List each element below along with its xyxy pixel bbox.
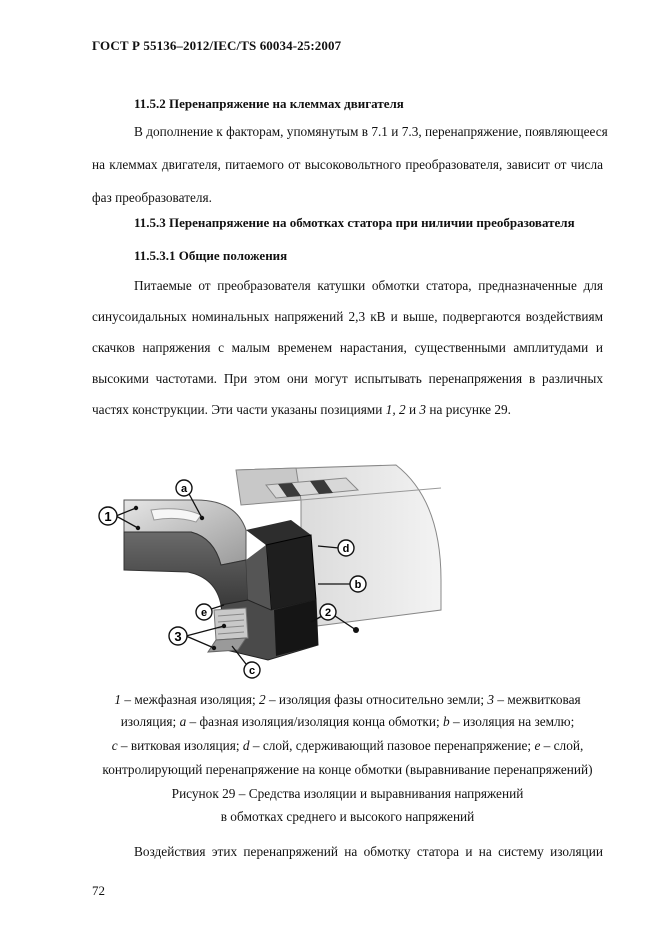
- label-badge-3: [169, 627, 187, 645]
- label-badge-c: [244, 662, 260, 678]
- text-line: Питаемые от преобразователя катушки обмотки статора, предназначенные для: [134, 278, 603, 293]
- figure-stator-coil-insulation: [96, 460, 446, 690]
- text-line: Воздействия этих перенапряжений на обмотку статора и на систему изоляции: [134, 844, 603, 859]
- section-heading-11-5-3: 11.5.3 Перенапряжение на обмотках статора при ниличии преобразователя: [134, 215, 575, 230]
- figure-legend-line: изоляция; a – фазная изоляция/изоляция конца обмотки; b – изоляция на землю;: [120, 714, 575, 729]
- section-heading-11-5-2: 11.5.2 Перенапряжение на клеммах двигателя: [134, 96, 404, 111]
- label-badge-e-upper: [196, 604, 212, 620]
- text-line: высокими частотами. При этом они могут испытывать перенапряжения в различных: [92, 371, 603, 386]
- coil-lead-turns: [214, 608, 248, 640]
- label-badge-b: [350, 576, 366, 592]
- figure-legend-line: c – витковая изоляция; d – слой, сдерживающий пазовое перенапряжение; e – слой,: [111, 738, 584, 753]
- text-line: скачков напряжения с малым временем нарастания, существенными амплитудами и: [92, 340, 603, 355]
- figure-caption-title: Рисунок 29 – Средства изоляции и выравнивания напряжений: [171, 786, 524, 801]
- text-line: В дополнение к факторам, упомянутым в 7.1 и 7.3, перенапряжение, появляющееся: [134, 124, 608, 139]
- svg-text:b: b: [354, 579, 362, 591]
- svg-text:c: c: [248, 665, 256, 677]
- label-badge-a: [176, 480, 192, 496]
- svg-text:d: d: [342, 543, 350, 555]
- svg-text:1: 1: [104, 509, 112, 524]
- text-line: частях конструкции. Эти части указаны позициями 1, 2 и 3 на рисунке 29.: [92, 402, 511, 417]
- paragraph-continuation: [92, 843, 603, 860]
- figure-legend-line: 1 – межфазная изоляция; 2 – изоляция фазы относительно земли; 3 – межвитковая: [114, 692, 581, 707]
- label-badge-2: [320, 604, 336, 620]
- label-badge-d: [338, 540, 354, 556]
- text-line: на клеммах двигателя, питаемого от высоковольтного преобразователя, зависит от числа: [92, 157, 603, 172]
- svg-text:2: 2: [324, 607, 332, 619]
- svg-text:a: a: [180, 483, 188, 495]
- svg-text:3: 3: [174, 629, 182, 644]
- paragraph-11-5-2: [92, 123, 608, 206]
- text-line: фаз преобразователя.: [92, 190, 212, 205]
- slot-block: [266, 535, 316, 610]
- section-heading-11-5-3-1: 11.5.3.1 Общие положения: [134, 248, 288, 263]
- paragraph-11-5-3-1: [92, 277, 603, 418]
- page-number: 72: [92, 883, 105, 898]
- figure-caption-subtitle: в обмотках среднего и высокого напряжений: [220, 809, 475, 824]
- figure-legend-line: контролирующий перенапряжение на конце обмотки (выравнивание перенапряжений): [102, 762, 593, 777]
- svg-text:e: e: [200, 607, 208, 619]
- document-header: ГОСТ Р 55136–2012/IEC/TS 60034-25:2007: [92, 38, 342, 53]
- text-line: синусоидальных номинальных напряжений 2,3 кВ и выше, подвергаются воздействиям: [92, 309, 603, 324]
- label-badge-1: [99, 507, 117, 525]
